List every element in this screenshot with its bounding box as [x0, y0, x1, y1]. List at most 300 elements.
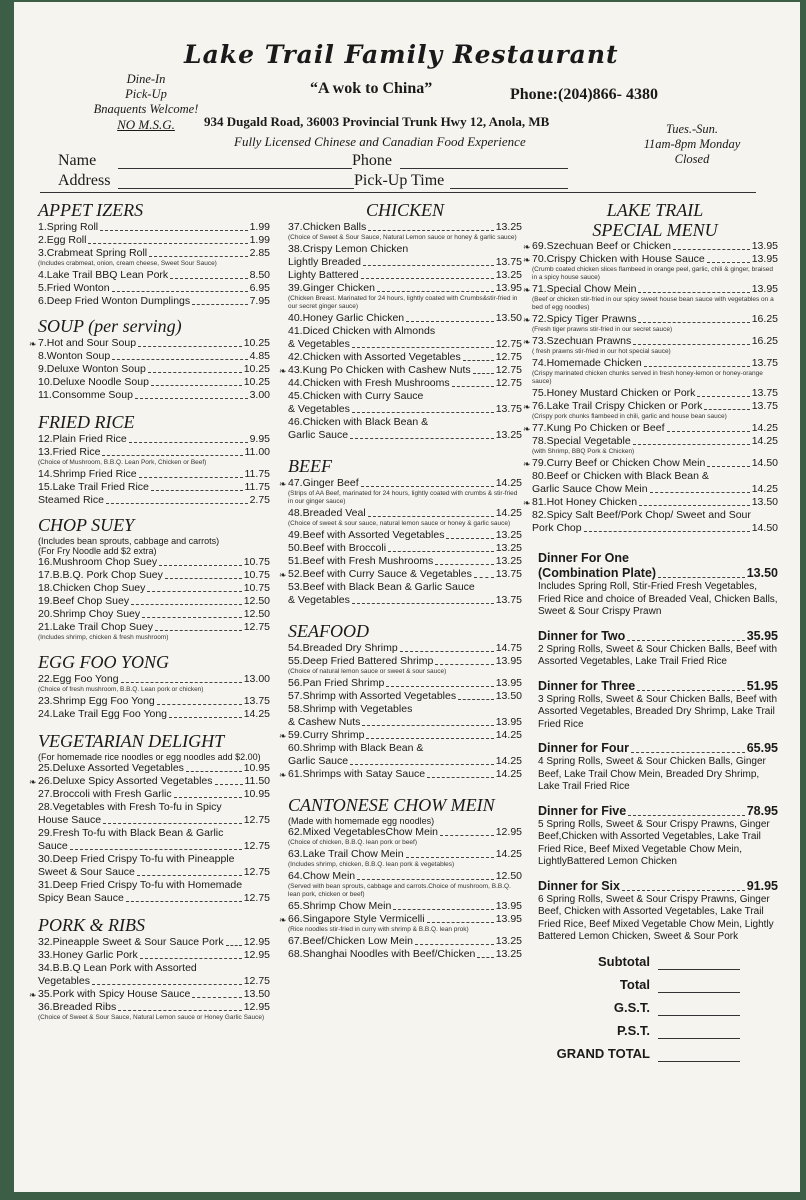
menu-item-price: 13.95 [751, 253, 778, 265]
pickup-time-field[interactable] [450, 174, 568, 189]
menu-item[interactable] [38, 892, 270, 905]
dot-leader [406, 857, 494, 858]
menu-item[interactable] [38, 840, 270, 853]
menu-item[interactable] [38, 269, 270, 282]
dinner-package-description: 5 Spring Rolls, Sweet & Sour Crispy Prawns, Ginger Beef,Chicken with Assorted Vegetables, Lake Trail Fried Rice, Beef Mixed Vegetable Chow Mein, LightlyBattered Lemon Chicken [538, 818, 770, 867]
menu-item[interactable] [288, 507, 522, 520]
chili-pepper-icon: ❧ [523, 255, 531, 265]
menu-item[interactable] [288, 848, 522, 861]
dinner-package-title: (Combination Plate) [538, 566, 657, 580]
menu-item-name-line1: 80.Beef or Chicken with Black Bean & [532, 470, 709, 482]
menu-item-price: 13.75 [495, 256, 522, 268]
menu-item-name: 77.Kung Po Chicken or Beef [532, 422, 665, 434]
menu-item[interactable] [38, 673, 270, 686]
chili-pepper-icon: ❧ [279, 731, 287, 741]
menu-item[interactable] [38, 608, 270, 621]
menu-item[interactable] [38, 389, 270, 402]
dinner-package[interactable] [538, 629, 778, 644]
phone-field[interactable] [400, 154, 568, 169]
menu-item-description: (Choice of Sweet & Sour Sauce, Natural Lemon sauce or honey & garlic sauce) [288, 234, 517, 241]
dot-leader [103, 823, 242, 824]
menu-item[interactable] [288, 377, 522, 390]
menu-item-name: 3.Crabmeat Spring Roll [38, 247, 148, 259]
menu-item[interactable] [38, 376, 270, 389]
menu-item[interactable] [38, 866, 270, 879]
menu-item[interactable] [279, 568, 522, 581]
chili-pepper-icon: ❧ [523, 337, 531, 347]
menu-item-name: 21.Lake Trail Chop Suey [38, 621, 153, 633]
menu-item[interactable] [288, 403, 522, 416]
menu-item[interactable] [29, 337, 270, 350]
dot-leader [139, 477, 243, 478]
menu-item[interactable] [288, 282, 522, 295]
menu-item[interactable] [38, 350, 270, 363]
menu-item-price: 7.95 [249, 295, 270, 307]
dot-leader [129, 442, 248, 443]
menu-item[interactable] [532, 483, 778, 496]
menu-item[interactable] [288, 690, 522, 703]
menu-item-name: 20.Shrimp Choy Suey [38, 608, 141, 620]
menu-item-price: 12.75 [243, 621, 270, 633]
menu-item[interactable] [288, 542, 522, 555]
menu-item-price: 14.25 [751, 422, 778, 434]
dot-leader [658, 577, 745, 578]
menu-item-name: 33.Honey Garlic Pork [38, 949, 138, 961]
menu-item-name: 55.Deep Fried Battered Shrimp [288, 655, 434, 667]
menu-item-price: 13.00 [243, 673, 270, 685]
menu-item-name: & Vegetables [288, 594, 350, 606]
category-cantonese-chow-mein: CANTONESE CHOW MEIN [288, 795, 495, 815]
menu-item-name-line1: 28.Vegetables with Fresh To-fu in Spicy [38, 801, 222, 813]
menu-item-price: 12.95 [243, 949, 270, 961]
menu-item[interactable] [38, 556, 270, 569]
menu-item[interactable] [38, 446, 270, 459]
menu-item-description: (Choice of Sweet & Sour Sauce, Natural Lemon sauce or Honey Garlic Sauce) [38, 1014, 265, 1021]
dot-leader [350, 438, 494, 439]
dot-leader [415, 944, 494, 945]
menu-item-name: 66.Singapore Style Vermicelli [288, 913, 425, 925]
menu-item-description: (Includes crabmeat, onion, cream cheese, Sweet Sour Sauce) [38, 260, 217, 267]
dot-leader [400, 651, 494, 652]
menu-item-name: 44.Chicken with Fresh Mushrooms [288, 377, 450, 389]
vegetarian-list [29, 762, 270, 905]
menu-item-name: 39.Ginger Chicken [288, 282, 375, 294]
category-seafood: SEAFOOD [288, 621, 369, 641]
dot-leader [644, 366, 750, 367]
dinner-package[interactable] [538, 566, 778, 581]
menu-item-price: 14.25 [495, 729, 522, 741]
menu-item[interactable] [38, 595, 270, 608]
chili-pepper-icon: ❧ [279, 770, 287, 780]
subtotal-field[interactable] [658, 957, 740, 970]
menu-item-price: 12.50 [243, 608, 270, 620]
menu-item[interactable] [288, 312, 522, 325]
menu-item[interactable] [523, 335, 778, 348]
menu-item-name: 40.Honey Garlic Chicken [288, 312, 405, 324]
menu-item[interactable] [38, 762, 270, 775]
grand-total-field[interactable] [658, 1049, 740, 1062]
menu-item[interactable] [38, 468, 270, 481]
menu-item-name: 79.Curry Beef or Chicken Chow Mein [532, 457, 706, 469]
dot-leader [638, 292, 749, 293]
menu-item-description: (Rice noodles stir-fried in curry with shrimp & B.B.Q. lean prok) [288, 926, 469, 933]
menu-item-description: (Includes shrimp, chicken & fresh mushroom) [38, 634, 169, 641]
header-divider [40, 192, 756, 193]
menu-item-price: 13.75 [495, 594, 522, 606]
menu-item[interactable] [288, 351, 522, 364]
dot-leader [622, 890, 745, 891]
menu-item-price: 12.75 [495, 377, 522, 389]
menu-item-name: & Vegetables [288, 338, 350, 350]
pst-field[interactable] [658, 1026, 740, 1039]
menu-item-name: 35.Pork with Spicy House Sauce [38, 988, 191, 1000]
dot-leader [707, 262, 750, 263]
menu-item[interactable] [38, 582, 270, 595]
dot-leader [215, 784, 243, 785]
menu-item[interactable] [279, 913, 522, 926]
service-line-pick-up: Pick-Up [125, 87, 167, 101]
menu-item[interactable] [288, 677, 522, 690]
menu-item-price: 3.00 [249, 389, 270, 401]
menu-item-price: 16.25 [751, 313, 778, 325]
menu-item-description: (Choice of fresh mushroom, B.B.Q. Lean pork or chicken) [38, 686, 204, 693]
dinner-package-price: 13.50 [746, 566, 778, 580]
menu-item-name-line1: 30.Deep Fried Crispy To-fu with Pineapple [38, 853, 235, 865]
menu-item[interactable] [38, 814, 270, 827]
chili-pepper-icon: ❧ [29, 990, 37, 1000]
pork-ribs-list [29, 936, 270, 1022]
dot-leader [633, 444, 750, 445]
menu-item[interactable] [38, 282, 270, 295]
chili-pepper-icon: ❧ [523, 285, 531, 295]
menu-item-price: 1.99 [249, 234, 270, 246]
menu-item[interactable] [532, 522, 778, 535]
dot-leader [357, 879, 494, 880]
menu-item-price: 13.75 [495, 403, 522, 415]
menu-item-name: 76.Lake Trail Crispy Chicken or Pork [532, 400, 703, 412]
dot-leader [650, 492, 750, 493]
menu-item-name: 24.Lake Trail Egg Foo Yong [38, 708, 168, 720]
dot-leader [377, 291, 494, 292]
chili-pepper-icon: ❧ [523, 424, 531, 434]
menu-item-description: (with Shrimp, BBQ Pork & Chicken) [532, 448, 635, 455]
menu-item[interactable] [523, 313, 778, 326]
gst-field[interactable] [658, 1003, 740, 1016]
menu-item[interactable] [532, 357, 778, 370]
menu-item-price: 14.25 [495, 507, 522, 519]
phone-label: Phone [352, 152, 392, 169]
menu-item[interactable] [288, 935, 522, 948]
menu-item-name: 50.Beef with Broccoli [288, 542, 387, 554]
menu-item-name: 8.Wonton Soup [38, 350, 111, 362]
dinner-package[interactable] [538, 679, 778, 694]
licensed-note: Fully Licensed Chinese and Canadian Food Experience [234, 134, 526, 149]
dinner-package[interactable] [538, 879, 778, 894]
menu-item-name: 9.Deluxe Wonton Soup [38, 363, 146, 375]
dot-leader [142, 617, 242, 618]
menu-column-left [29, 196, 270, 1023]
dot-leader [149, 256, 247, 257]
menu-item[interactable] [38, 247, 270, 260]
menu-item[interactable] [288, 529, 522, 542]
menu-item[interactable] [288, 948, 522, 961]
menu-item[interactable] [38, 936, 270, 949]
menu-item[interactable] [38, 975, 270, 988]
menu-item-name-line1: 58.Shrimp with Vegetables [288, 703, 413, 715]
menu-item-price: 2.75 [249, 494, 270, 506]
menu-item-price: 12.95 [243, 936, 270, 948]
menu-item-name: 74.Homemade Chicken [532, 357, 642, 369]
menu-item-price: 13.50 [751, 496, 778, 508]
name-field[interactable] [118, 154, 352, 169]
menu-item-name: 54.Breaded Dry Shrimp [288, 642, 398, 654]
dinner-package[interactable] [538, 804, 778, 819]
dot-leader [446, 538, 493, 539]
menu-item[interactable] [29, 988, 270, 1001]
menu-item-price: 1.99 [249, 221, 270, 233]
no-msg-note: NO M.S.G. [117, 117, 175, 132]
menu-item[interactable] [288, 716, 522, 729]
menu-item-name: Sweet & Sour Sauce [38, 866, 135, 878]
menu-item-price: 13.95 [495, 655, 522, 667]
menu-item[interactable] [523, 400, 778, 413]
menu-item[interactable] [38, 695, 270, 708]
menu-item-price: 12.95 [243, 1001, 270, 1013]
menu-item-name: 56.Pan Fried Shrimp [288, 677, 385, 689]
address: 934 Dugald Road, 36003 Provincial Trunk Hwy 12, Anola, MB [204, 114, 550, 129]
menu-item[interactable] [532, 435, 778, 448]
dot-leader [406, 321, 494, 322]
menu-item-name: 67.Beef/Chicken Low Mein [288, 935, 413, 947]
menu-item[interactable] [523, 240, 778, 253]
menu-item-name: House Sauce [38, 814, 102, 826]
pst-label: P.S.T. [616, 1022, 650, 1038]
menu-item[interactable] [288, 826, 522, 839]
menu-item-name: 13.Fried Rice [38, 446, 101, 458]
dot-leader [628, 815, 745, 816]
chili-pepper-icon: ❧ [279, 915, 287, 925]
category-vegetarian: VEGETARIAN DELIGHT [38, 731, 225, 751]
address-field[interactable] [118, 174, 354, 189]
menu-item[interactable] [279, 768, 522, 781]
menu-item-price: 12.75 [495, 364, 522, 376]
menu-item-name: 23.Shrimp Egg Foo Yong [38, 695, 155, 707]
menu-page [14, 2, 800, 1192]
menu-item-price: 14.25 [751, 435, 778, 447]
category-fried-rice: FRIED RICE [38, 412, 135, 432]
dot-leader [673, 249, 750, 250]
menu-item-name: 2.Egg Roll [38, 234, 87, 246]
dinner-package-title: Dinner for Four [538, 741, 629, 755]
menu-item-name: 6.Deep Fried Wonton Dumplings [38, 295, 191, 307]
category-chop-suey: CHOP SUEY [38, 515, 135, 535]
gst-row [550, 1000, 778, 1016]
dinner-package-price: 91.95 [746, 878, 778, 893]
beef-list [279, 477, 522, 607]
menu-item-name-line1: 38.Crispy Lemon Chicken [288, 243, 409, 255]
menu-item-price: 11.00 [244, 446, 270, 458]
menu-item-price: 9.95 [249, 433, 270, 445]
dot-leader [137, 875, 242, 876]
dot-leader [226, 945, 242, 946]
menu-item[interactable] [288, 642, 522, 655]
menu-item[interactable] [523, 283, 778, 296]
opening-hours [622, 122, 762, 167]
menu-item-name: 52.Beef with Curry Sauce & Vegetables [288, 568, 472, 580]
chicken-list [279, 221, 522, 442]
dot-leader [138, 346, 242, 347]
special-list [523, 240, 778, 535]
menu-item-name: 48.Breaded Veal [288, 507, 366, 519]
gst-label: G.S.T. [613, 999, 650, 1015]
egg-foo-yong-list [38, 673, 270, 721]
menu-item[interactable] [38, 569, 270, 582]
menu-item[interactable] [38, 221, 270, 234]
menu-item[interactable] [38, 433, 270, 446]
menu-item-name: 17.B.B.Q. Pork Chop Suey [38, 569, 163, 581]
menu-item[interactable] [38, 621, 270, 634]
menu-item[interactable] [523, 253, 778, 266]
menu-item[interactable] [38, 708, 270, 721]
menu-item-name: Steamed Rice [38, 494, 104, 506]
menu-item-name-line1: 45.Chicken with Curry Sauce [288, 390, 424, 402]
menu-item-name-line1: 29.Fresh To-fu with Black Bean & Garlic [38, 827, 224, 839]
menu-item-name: Lightly Breaded [288, 256, 361, 268]
menu-item[interactable] [288, 555, 522, 568]
cantonese-note: (Made with homemade egg noodles) [288, 816, 435, 826]
menu-item[interactable] [523, 457, 778, 470]
menu-item[interactable] [288, 269, 522, 282]
menu-item-name: 4.Lake Trail BBQ Lean Pork [38, 269, 169, 281]
dot-leader [186, 771, 242, 772]
dinner-package-title: Dinner for Three [538, 678, 636, 693]
dot-leader [440, 835, 494, 836]
menu-item-name: 26.Deluxe Spicy Assorted Vegetables [38, 775, 213, 787]
dot-leader [192, 997, 241, 998]
menu-item-price: 11.50 [244, 775, 270, 787]
dinner-package-price: 35.95 [746, 628, 778, 643]
menu-item[interactable] [279, 364, 522, 377]
pst-row [550, 1023, 778, 1039]
menu-item[interactable] [288, 256, 522, 269]
menu-item[interactable] [288, 429, 522, 442]
menu-item-name: 11.Consomme Soup [38, 389, 133, 401]
dot-leader [151, 490, 243, 491]
dinner-package-title: Dinner for Five [538, 803, 627, 818]
menu-item-price: 10.75 [243, 556, 270, 568]
menu-item-name: 61.Shrimps with Satay Sauce [288, 768, 426, 780]
menu-item[interactable] [38, 949, 270, 962]
menu-item-price: 12.50 [495, 870, 522, 882]
menu-item-name: Spicy Bean Sauce [38, 892, 124, 904]
dot-leader [350, 764, 494, 765]
dot-leader [452, 386, 494, 387]
dot-leader [435, 564, 493, 565]
menu-item-description: (Choice of Mushroom, B.B.Q. Lean Pork, Chicken or Beef) [38, 459, 207, 466]
menu-item-name: 42.Chicken with Assorted Vegetables [288, 351, 461, 363]
menu-item-price: 11.75 [244, 481, 270, 493]
menu-item-description: (Served with bean sprouts, cabbage and carrots.Choice of mushroom, B.B.Q. lean pork, chicken or beef) [288, 883, 511, 898]
menu-item[interactable] [38, 363, 270, 376]
menu-item-price: 13.95 [751, 240, 778, 252]
menu-item-price: 14.25 [495, 477, 522, 489]
menu-item[interactable] [38, 295, 270, 308]
menu-column-right [523, 196, 778, 1069]
menu-item[interactable] [288, 870, 522, 883]
dinner-package-description: Includes Spring Roll, Stir-Fried Fresh Vegetables, Fried Rice and choice of Breaded Veal, Chicken Balls, Sweet & Sour Crispy Prawn [538, 581, 778, 617]
menu-item[interactable] [38, 494, 270, 507]
fried-rice-list [38, 433, 270, 507]
menu-item-price: 14.25 [495, 848, 522, 860]
menu-item[interactable] [523, 496, 778, 509]
total-field[interactable] [658, 980, 740, 993]
chili-pepper-icon: ❧ [29, 777, 37, 787]
menu-item[interactable] [288, 338, 522, 351]
menu-item-name: 27.Broccoli with Fresh Garlic [38, 788, 172, 800]
menu-item[interactable] [532, 387, 778, 400]
slogan: “A wok to China” [310, 80, 433, 97]
dot-leader [352, 347, 494, 348]
menu-item-price: 10.95 [243, 762, 270, 774]
menu-item[interactable] [288, 655, 522, 668]
soup-list [29, 337, 270, 402]
menu-item[interactable] [288, 900, 522, 913]
dot-leader [112, 291, 248, 292]
menu-item[interactable] [288, 594, 522, 607]
menu-item-price: 6.95 [249, 282, 270, 294]
chili-pepper-icon: ❧ [29, 339, 37, 349]
menu-item[interactable] [29, 775, 270, 788]
dinner-package[interactable] [538, 741, 778, 756]
category-soup: SOUP (per serving) [38, 316, 182, 336]
category-beef: BEEF [288, 456, 332, 476]
menu-item[interactable] [279, 477, 522, 490]
menu-item[interactable] [288, 755, 522, 768]
menu-item-name: 19.Beef Chop Suey [38, 595, 130, 607]
menu-item-name: 62.Mixed VegetablesChow Mein [288, 826, 439, 838]
menu-item-price: 2.85 [249, 247, 270, 259]
dot-leader [631, 752, 745, 753]
menu-item-name-line1: 41.Diced Chicken with Almonds [288, 325, 436, 337]
menu-item-price: 13.95 [495, 900, 522, 912]
menu-item-name: 36.Breaded Ribs [38, 1001, 117, 1013]
menu-item-price: 11.75 [244, 468, 270, 480]
menu-item[interactable] [288, 221, 522, 234]
menu-item[interactable] [38, 481, 270, 494]
menu-item-price: 14.50 [751, 457, 778, 469]
menu-item-price: 12.75 [243, 840, 270, 852]
menu-item-name-line1: 46.Chicken with Black Bean & [288, 416, 429, 428]
menu-item[interactable] [279, 729, 522, 742]
menu-item[interactable] [38, 1001, 270, 1014]
menu-item[interactable] [523, 422, 778, 435]
menu-item[interactable] [38, 788, 270, 801]
dot-leader [584, 531, 750, 532]
chili-pepper-icon: ❧ [523, 459, 531, 469]
menu-item[interactable] [38, 234, 270, 247]
menu-item-description: (Choice of sweet & sour sauce, natural lemon sauce or honey & garlic sauce) [288, 520, 511, 527]
menu-item-description: (Choice of chicken, B.B.Q. lean pork or beef) [288, 839, 417, 846]
dot-leader [157, 704, 242, 705]
dinner-packages [532, 551, 778, 944]
cantonese-list [279, 826, 522, 961]
dot-leader [435, 664, 493, 665]
menu-item-description: (Fresh tiger prawns stir-fried in our secret sauce) [532, 326, 673, 333]
dot-leader [361, 486, 494, 487]
menu-item-name: Garlic Sauce [288, 429, 349, 441]
menu-item-price: 10.25 [243, 363, 270, 375]
dot-leader [667, 431, 750, 432]
